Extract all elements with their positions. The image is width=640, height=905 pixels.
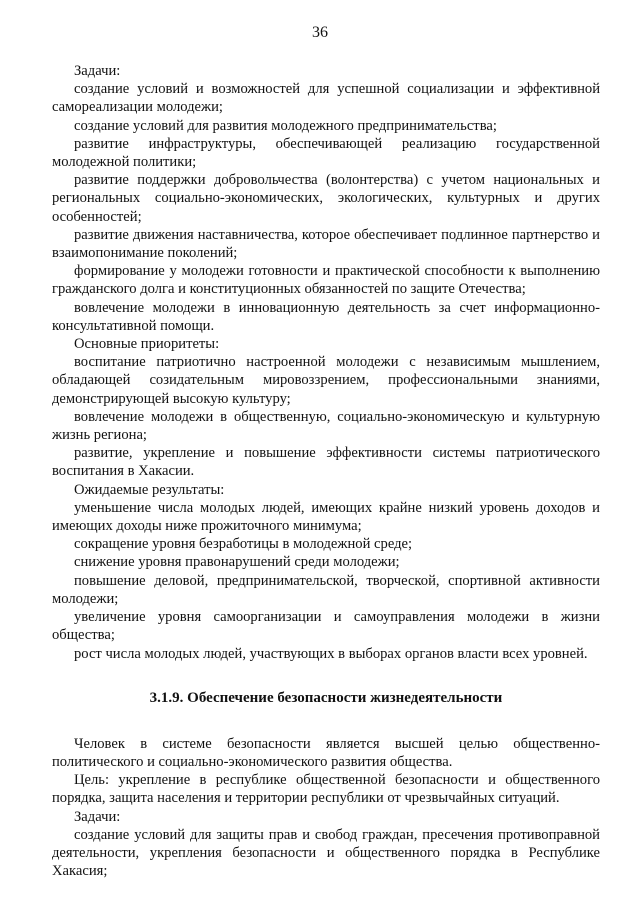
- section-heading: 3.1.9. Обеспечение безопасности жизнедеятельности: [149, 689, 503, 706]
- paragraph: развитие инфраструктуры, обеспечивающей реализацию государственной молодежной политики;: [52, 135, 600, 171]
- paragraph: снижение уровня правонарушений среди молодежи;: [74, 554, 400, 571]
- paragraph: Цель: укрепление в республике общественной безопасности и общественного порядка, защита населения и территории республики от чрезвычайных ситуаций.: [52, 772, 600, 807]
- paragraph: развитие поддержки добровольчества (волонтерства) с учетом национальных и региональных социально-экономических, экологических, культурных и других особенностей;: [52, 172, 600, 225]
- paragraph-tasks-label: Задачи:: [74, 63, 121, 79]
- youth-policy-block: [52, 62, 600, 663]
- paragraph: Человек в системе безопасности является высшей целью общественно-политического и социально-экономического развития общества.: [52, 735, 600, 770]
- paragraph: вовлечение молодежи в общественную, социально-экономическую и культурную жизнь региона;: [52, 408, 600, 444]
- paragraph: развитие движения наставничества, которое обеспечивает подлинное партнерство и взаимопонимание поколений;: [52, 226, 600, 262]
- paragraph-results-label: Ожидаемые результаты:: [74, 481, 225, 498]
- paragraph: уменьшение числа молодых людей, имеющих крайне низкий уровень доходов и имеющих доходы ниже прожиточного минимума;: [52, 499, 600, 535]
- paragraph: рост числа молодых людей, участвующих в выборах органов власти всех уровней.: [74, 645, 588, 662]
- paragraph: создание условий для защиты прав и свобод граждан, пресечения противоправной деятельности, укрепления безопасности и общественного порядка в Республике Хакасия;: [52, 826, 600, 880]
- paragraph: повышение деловой, предпринимательской, творческой, спортивной активности молодежи;: [52, 572, 600, 607]
- paragraph: создание условий для развития молодежного предпринимательства;: [74, 117, 497, 134]
- paragraph-tasks-label: Задачи:: [74, 808, 121, 825]
- paragraph: сокращение уровня безработицы в молодежной среде;: [74, 536, 413, 553]
- page-content: [52, 62, 600, 880]
- paragraph: воспитание патриотично настроенной молодежи с независимым мышлением, обладающей созидательным мировоззрением, профессиональными знаниями, демонстрирующей высокую культуру;: [52, 354, 600, 407]
- paragraph: вовлечение молодежи в инновационную деятельность за счет информационно-консультативной помощи.: [52, 299, 600, 334]
- paragraph: увеличение уровня самоорганизации и самоуправления молодежи в жизни общества;: [52, 609, 600, 644]
- safety-block: [52, 735, 600, 881]
- paragraph: создание условий и возможностей для успешной социализации и эффективной самореализации молодежи;: [52, 81, 600, 116]
- paragraph: развитие, укрепление и повышение эффективности системы патриотического воспитания в Хакасии.: [52, 445, 600, 480]
- paragraph: формирование у молодежи готовности и практической способности к выполнению гражданского долга и конституционных обязанностей по защите Отечества;: [52, 263, 600, 298]
- paragraph-priorities-label: Основные приоритеты:: [74, 336, 220, 353]
- page-number: 36: [312, 24, 328, 41]
